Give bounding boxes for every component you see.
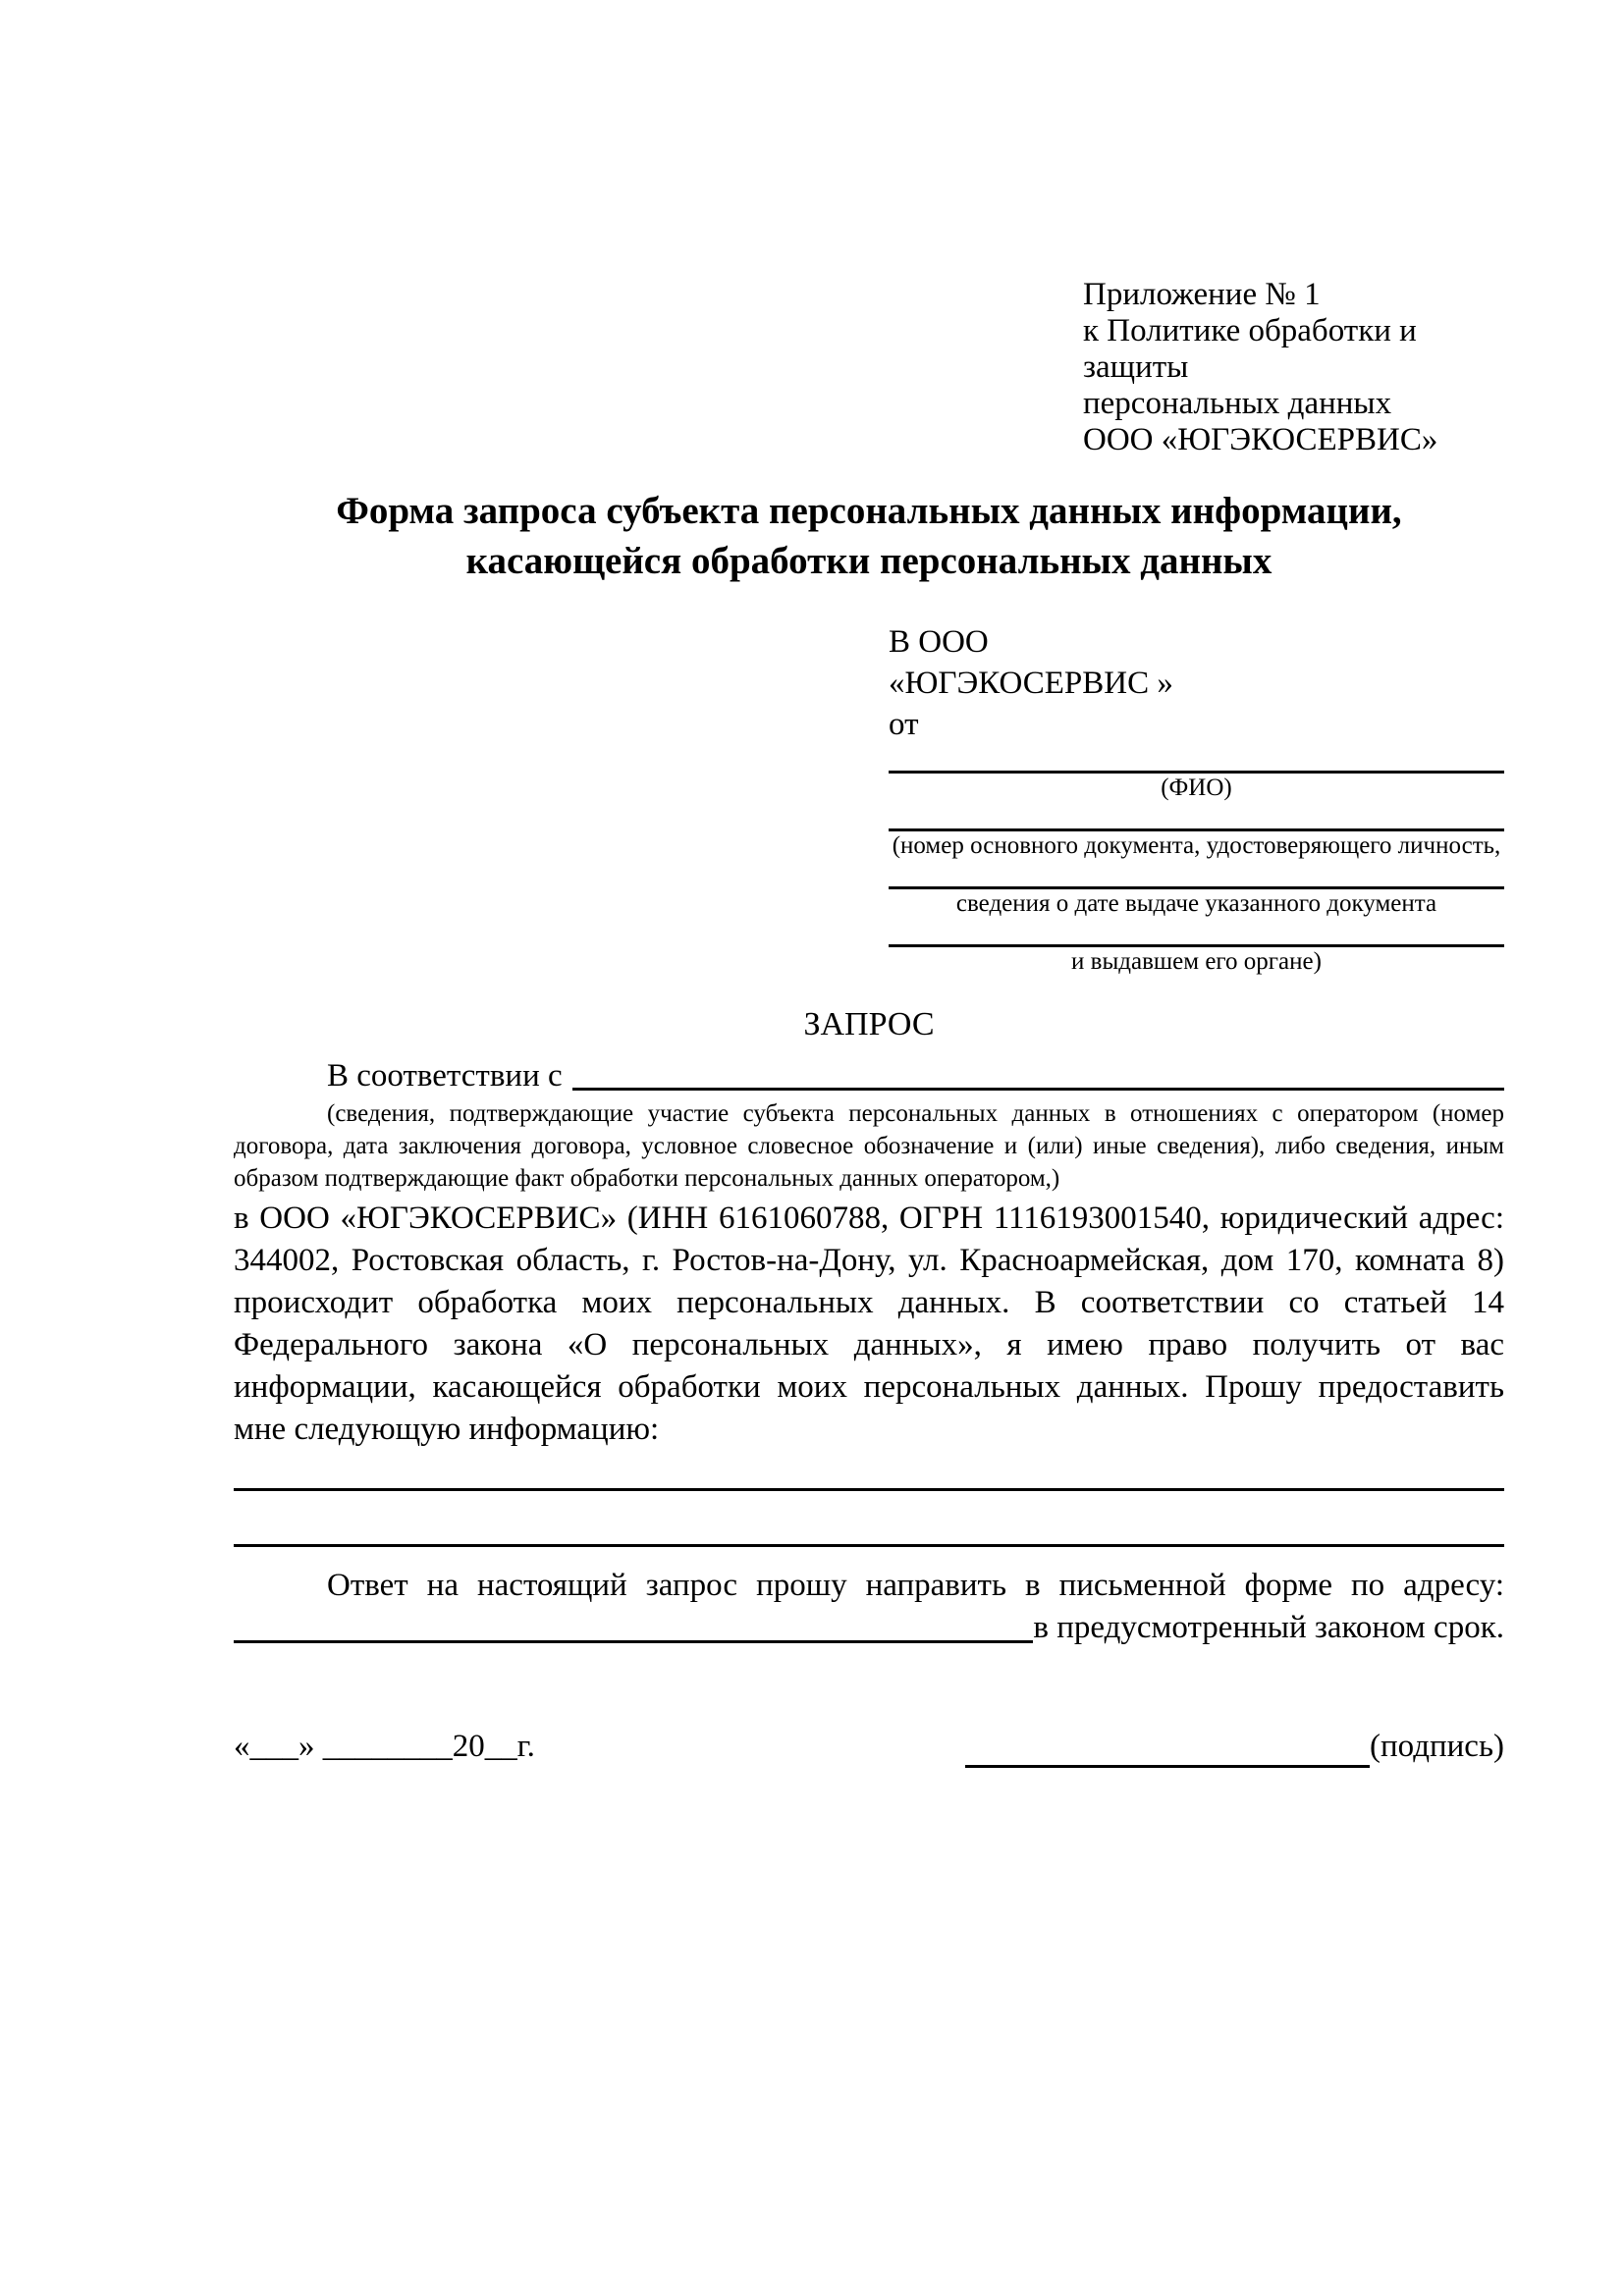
date-fill-in-line: «___» ________20__г. xyxy=(234,1729,535,1764)
addressee-line: «ЮГЭКОСЕРВИС » xyxy=(889,666,1173,701)
field-caption: и выдавшем его органе) xyxy=(1071,948,1322,975)
intro-text: В соответствии с xyxy=(327,1058,563,1094)
appendix-note xyxy=(1083,277,1504,458)
signature-fill-in-line xyxy=(965,1730,1370,1768)
field-caption: (номер основного документа, удостоверяющего личность, xyxy=(892,832,1501,859)
basis-explanation-note: (сведения, подтверждающие участие субъекта персональных данных в отношениях с оператором (номер договора, дата заключения договора, условное словесное обозначение и (или) иные сведения), либо сведения, иным образом подтверждающие факт обработки персональных данных оператором,) xyxy=(234,1100,1504,1192)
request-heading: ЗАПРОС xyxy=(803,1006,935,1042)
issuing-authority-fill-in-line xyxy=(889,919,1504,947)
field-caption: (ФИО) xyxy=(1161,774,1232,801)
addressee-line: от xyxy=(889,707,919,742)
document-number-fill-in-line xyxy=(889,803,1504,831)
basis-fill-in-line xyxy=(572,1055,1504,1091)
intro-line xyxy=(234,1055,1504,1097)
appendix-note-line: к Политике обработки и защиты xyxy=(1083,313,1417,385)
reply-paragraph: Ответ на настоящий запрос прошу направить в письменной форме по адресу: xyxy=(327,1568,1504,1603)
page-title-line: Форма запроса субъекта персональных данных информации, xyxy=(336,490,1402,532)
addressee-block xyxy=(889,621,1504,977)
issue-date-fill-in-line xyxy=(889,861,1504,889)
appendix-note-line: ООО «ЮГЭКОСЕРВИС» xyxy=(1083,422,1438,457)
addressee-line: В ООО xyxy=(889,624,989,660)
information-fill-in-line xyxy=(234,1451,1504,1491)
address-fill-in-line xyxy=(234,1607,1033,1643)
appendix-note-line: персональных данных xyxy=(1083,386,1392,421)
signature-caption: (подпись) xyxy=(1370,1729,1504,1764)
appendix-note-line: Приложение № 1 xyxy=(1083,277,1321,312)
fio-fill-in-line xyxy=(889,745,1504,774)
field-caption: сведения о дате выдаче указанного документа xyxy=(955,890,1437,917)
reply-suffix-text: в предусмотренный законом срок. xyxy=(1033,1610,1504,1645)
page-title xyxy=(234,486,1504,586)
page-title-line: касающейся обработки персональных данных xyxy=(465,540,1272,582)
signature-block xyxy=(965,1726,1504,1768)
body-paragraph: в ООО «ЮГЭКОСЕРВИС» (ИНН 6161060788, ОГРН 1116193001540, юридический адрес: 344002, Ростовская область, г. Ростов-на-Дону, ул. Красноармейская, дом 170, комната 8) происходит обработка моих персональных данных. В соответствии со статьей 14 Федерального закона «О персональных данных», я имею право получить от вас информации, касающейся обработки моих персональных данных. Прошу предоставить мне следующую информацию: xyxy=(234,1201,1504,1447)
address-line xyxy=(234,1607,1504,1649)
information-fill-in-line xyxy=(234,1491,1504,1547)
date-signature-row xyxy=(234,1726,1504,1768)
